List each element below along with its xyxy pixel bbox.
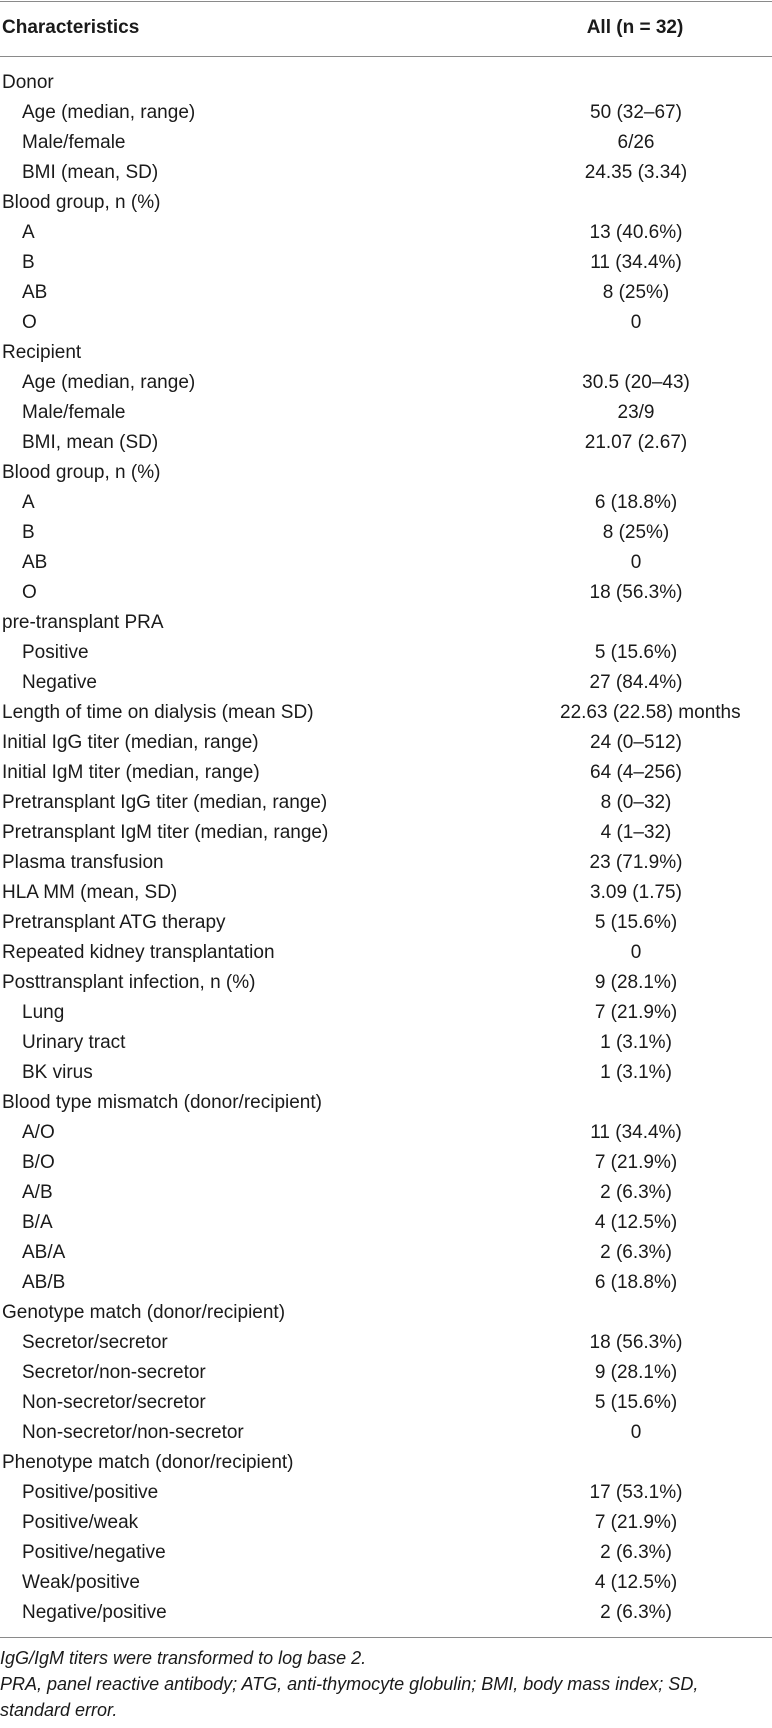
row-label: Repeated kidney transplantation [2,942,275,963]
row-value: 8 (25%) [602,282,670,303]
row-label: Non-secretor/secretor [22,1392,206,1413]
row-value: 2 (6.3%) [600,1242,672,1263]
row-value: 50 (32–67) [590,102,682,123]
row-value: 18 (56.3%) [589,1332,683,1353]
row-value: 6/26 [617,132,655,153]
table-row [0,1148,772,1178]
row-value: 4 (1–32) [600,822,672,843]
row-value: 30.5 (20–43) [582,372,690,393]
row-label: BK virus [22,1062,93,1083]
row-value: 0 [630,1422,642,1443]
table-row [0,368,772,398]
table-row [0,1058,772,1088]
row-value: 22.63 (22.58) months [560,702,741,723]
row-value: 2 (6.3%) [600,1602,672,1623]
row-value: 23 (71.9%) [589,852,683,873]
row-value: 3.09 (1.75) [590,882,682,903]
row-label: O [22,582,37,603]
row-label: Initial IgG titer (median, range) [2,732,259,753]
table-row [0,548,772,578]
table-row [0,1538,772,1568]
table-row [0,1448,772,1478]
table-row [0,608,772,638]
table-row [0,1358,772,1388]
table-row [0,1118,772,1148]
table-row [0,188,772,218]
row-value: 18 (56.3%) [589,582,683,603]
row-label: Age (median, range) [22,372,196,393]
row-value: 2 (6.3%) [600,1542,672,1563]
row-label: BMI, mean (SD) [22,432,159,453]
row-label: Negative [22,672,97,693]
row-value: 9 (28.1%) [594,972,678,993]
row-value: 5 (15.6%) [594,642,678,663]
row-label: Initial IgM titer (median, range) [2,762,260,783]
table-row [0,398,772,428]
table-row [0,128,772,158]
row-value: 0 [630,552,642,573]
table-row [0,578,772,608]
table-row [0,218,772,248]
row-value: 0 [630,312,642,333]
footnote-titers: IgG/IgM titers were transformed to log base 2. [0,1648,367,1668]
table-row [0,728,772,758]
row-label: A [22,222,35,243]
table-row [0,1478,772,1508]
table-row [0,1208,772,1238]
table-row [0,1598,772,1628]
table-row [0,158,772,188]
row-label: Negative/positive [22,1602,167,1623]
row-label: Positive [22,642,89,663]
table-row [0,428,772,458]
table-row [0,98,772,128]
row-label: A/O [22,1122,55,1143]
row-label: Blood type mismatch (donor/recipient) [2,1092,322,1113]
table-row [0,1508,772,1538]
row-label: O [22,312,37,333]
row-value: 5 (15.6%) [594,912,678,933]
table-row [0,1028,772,1058]
row-value: 17 (53.1%) [589,1482,683,1503]
row-label: Pretransplant IgG titer (median, range) [2,792,328,813]
row-label: B [22,252,35,273]
row-label: Blood group, n (%) [2,462,161,483]
row-value: 11 (34.4%) [590,252,682,273]
table-row [0,758,772,788]
table-row [0,1568,772,1598]
row-value: 6 (18.8%) [594,1272,678,1293]
table-row [0,848,772,878]
row-value: 21.07 (2.67) [584,432,688,453]
table-row [0,1328,772,1358]
row-label: B/O [22,1152,55,1173]
row-value: 1 (3.1%) [600,1062,672,1083]
table-row [0,488,772,518]
row-value: 24.35 (3.34) [584,162,688,183]
table-row [0,698,772,728]
row-label: Recipient [2,342,82,363]
row-label: Age (median, range) [22,102,196,123]
row-label: Male/female [22,402,126,423]
table-row [0,518,772,548]
table-row [0,998,772,1028]
row-label: B [22,522,35,543]
row-label: AB/A [22,1242,66,1263]
row-value: 9 (28.1%) [594,1362,678,1383]
table-row [0,908,772,938]
row-label: A/B [22,1182,53,1203]
row-label: Secretor/secretor [22,1332,168,1353]
row-label: Posttransplant infection, n (%) [2,972,256,993]
table-row [0,68,772,98]
table-header [0,2,772,56]
table-row [0,1418,772,1448]
row-label: Plasma transfusion [2,852,164,873]
row-label: Positive/positive [22,1482,159,1503]
row-value: 8 (0–32) [600,792,672,813]
row-label: Secretor/non-secretor [22,1362,206,1383]
table-row [0,1268,772,1298]
row-value: 64 (4–256) [590,762,682,783]
row-value: 7 (21.9%) [594,1002,678,1023]
table-row [0,278,772,308]
table-body [0,68,772,1628]
table-row [0,308,772,338]
table-row [0,1298,772,1328]
row-label: Donor [2,72,54,93]
footnote-abbreviations: PRA, panel reactive antibody; ATG, anti-thymocyte globulin; BMI, body mass index; SD, standard error. [0,1674,699,1720]
row-value: 8 (25%) [602,522,670,543]
table-row [0,1178,772,1208]
row-label: Lung [22,1002,65,1023]
row-label: Positive/negative [22,1542,166,1563]
table-row [0,818,772,848]
row-value: 4 (12.5%) [594,1572,678,1593]
table-row [0,968,772,998]
table-row [0,878,772,908]
row-label: Positive/weak [22,1512,139,1533]
table-row [0,1238,772,1268]
header-all: All (n = 32) [586,17,684,38]
table-row [0,1388,772,1418]
row-label: Male/female [22,132,126,153]
row-value: 7 (21.9%) [594,1512,678,1533]
row-label: B/A [22,1212,53,1233]
row-label: Weak/positive [22,1572,140,1593]
row-label: Urinary tract [22,1032,126,1053]
row-label: pre-transplant PRA [2,612,164,633]
row-label: HLA MM (mean, SD) [2,882,178,903]
row-value: 1 (3.1%) [600,1032,672,1053]
row-label: Length of time on dialysis (mean SD) [2,702,314,723]
row-label: Pretransplant IgM titer (median, range) [2,822,329,843]
table-header-rule [0,56,772,57]
row-value: 27 (84.4%) [589,672,683,693]
table-row [0,1088,772,1118]
table-row [0,668,772,698]
header-characteristics: Characteristics [2,17,140,38]
table-row [0,458,772,488]
row-label: BMI (mean, SD) [22,162,159,183]
row-label: Blood group, n (%) [2,192,161,213]
table-bottom-rule [0,1637,772,1638]
row-value: 5 (15.6%) [594,1392,678,1413]
table-footnotes [0,1645,772,1723]
table-row [0,638,772,668]
row-value: 2 (6.3%) [600,1182,672,1203]
row-value: 11 (34.4%) [590,1122,682,1143]
table-row [0,938,772,968]
row-label: AB [22,552,48,573]
row-value: 6 (18.8%) [594,492,678,513]
row-value: 0 [630,942,642,963]
table-row [0,338,772,368]
row-value: 7 (21.9%) [594,1152,678,1173]
row-value: 4 (12.5%) [594,1212,678,1233]
row-value: 13 (40.6%) [589,222,683,243]
table-row [0,248,772,278]
row-label: Non-secretor/non-secretor [22,1422,244,1443]
row-label: Genotype match (donor/recipient) [2,1302,286,1323]
row-label: AB [22,282,48,303]
row-label: Phenotype match (donor/recipient) [2,1452,294,1473]
table-row [0,788,772,818]
row-value: 24 (0–512) [590,732,682,753]
row-label: A [22,492,35,513]
row-value: 23/9 [617,402,655,423]
row-label: AB/B [22,1272,66,1293]
row-label: Pretransplant ATG therapy [2,912,226,933]
